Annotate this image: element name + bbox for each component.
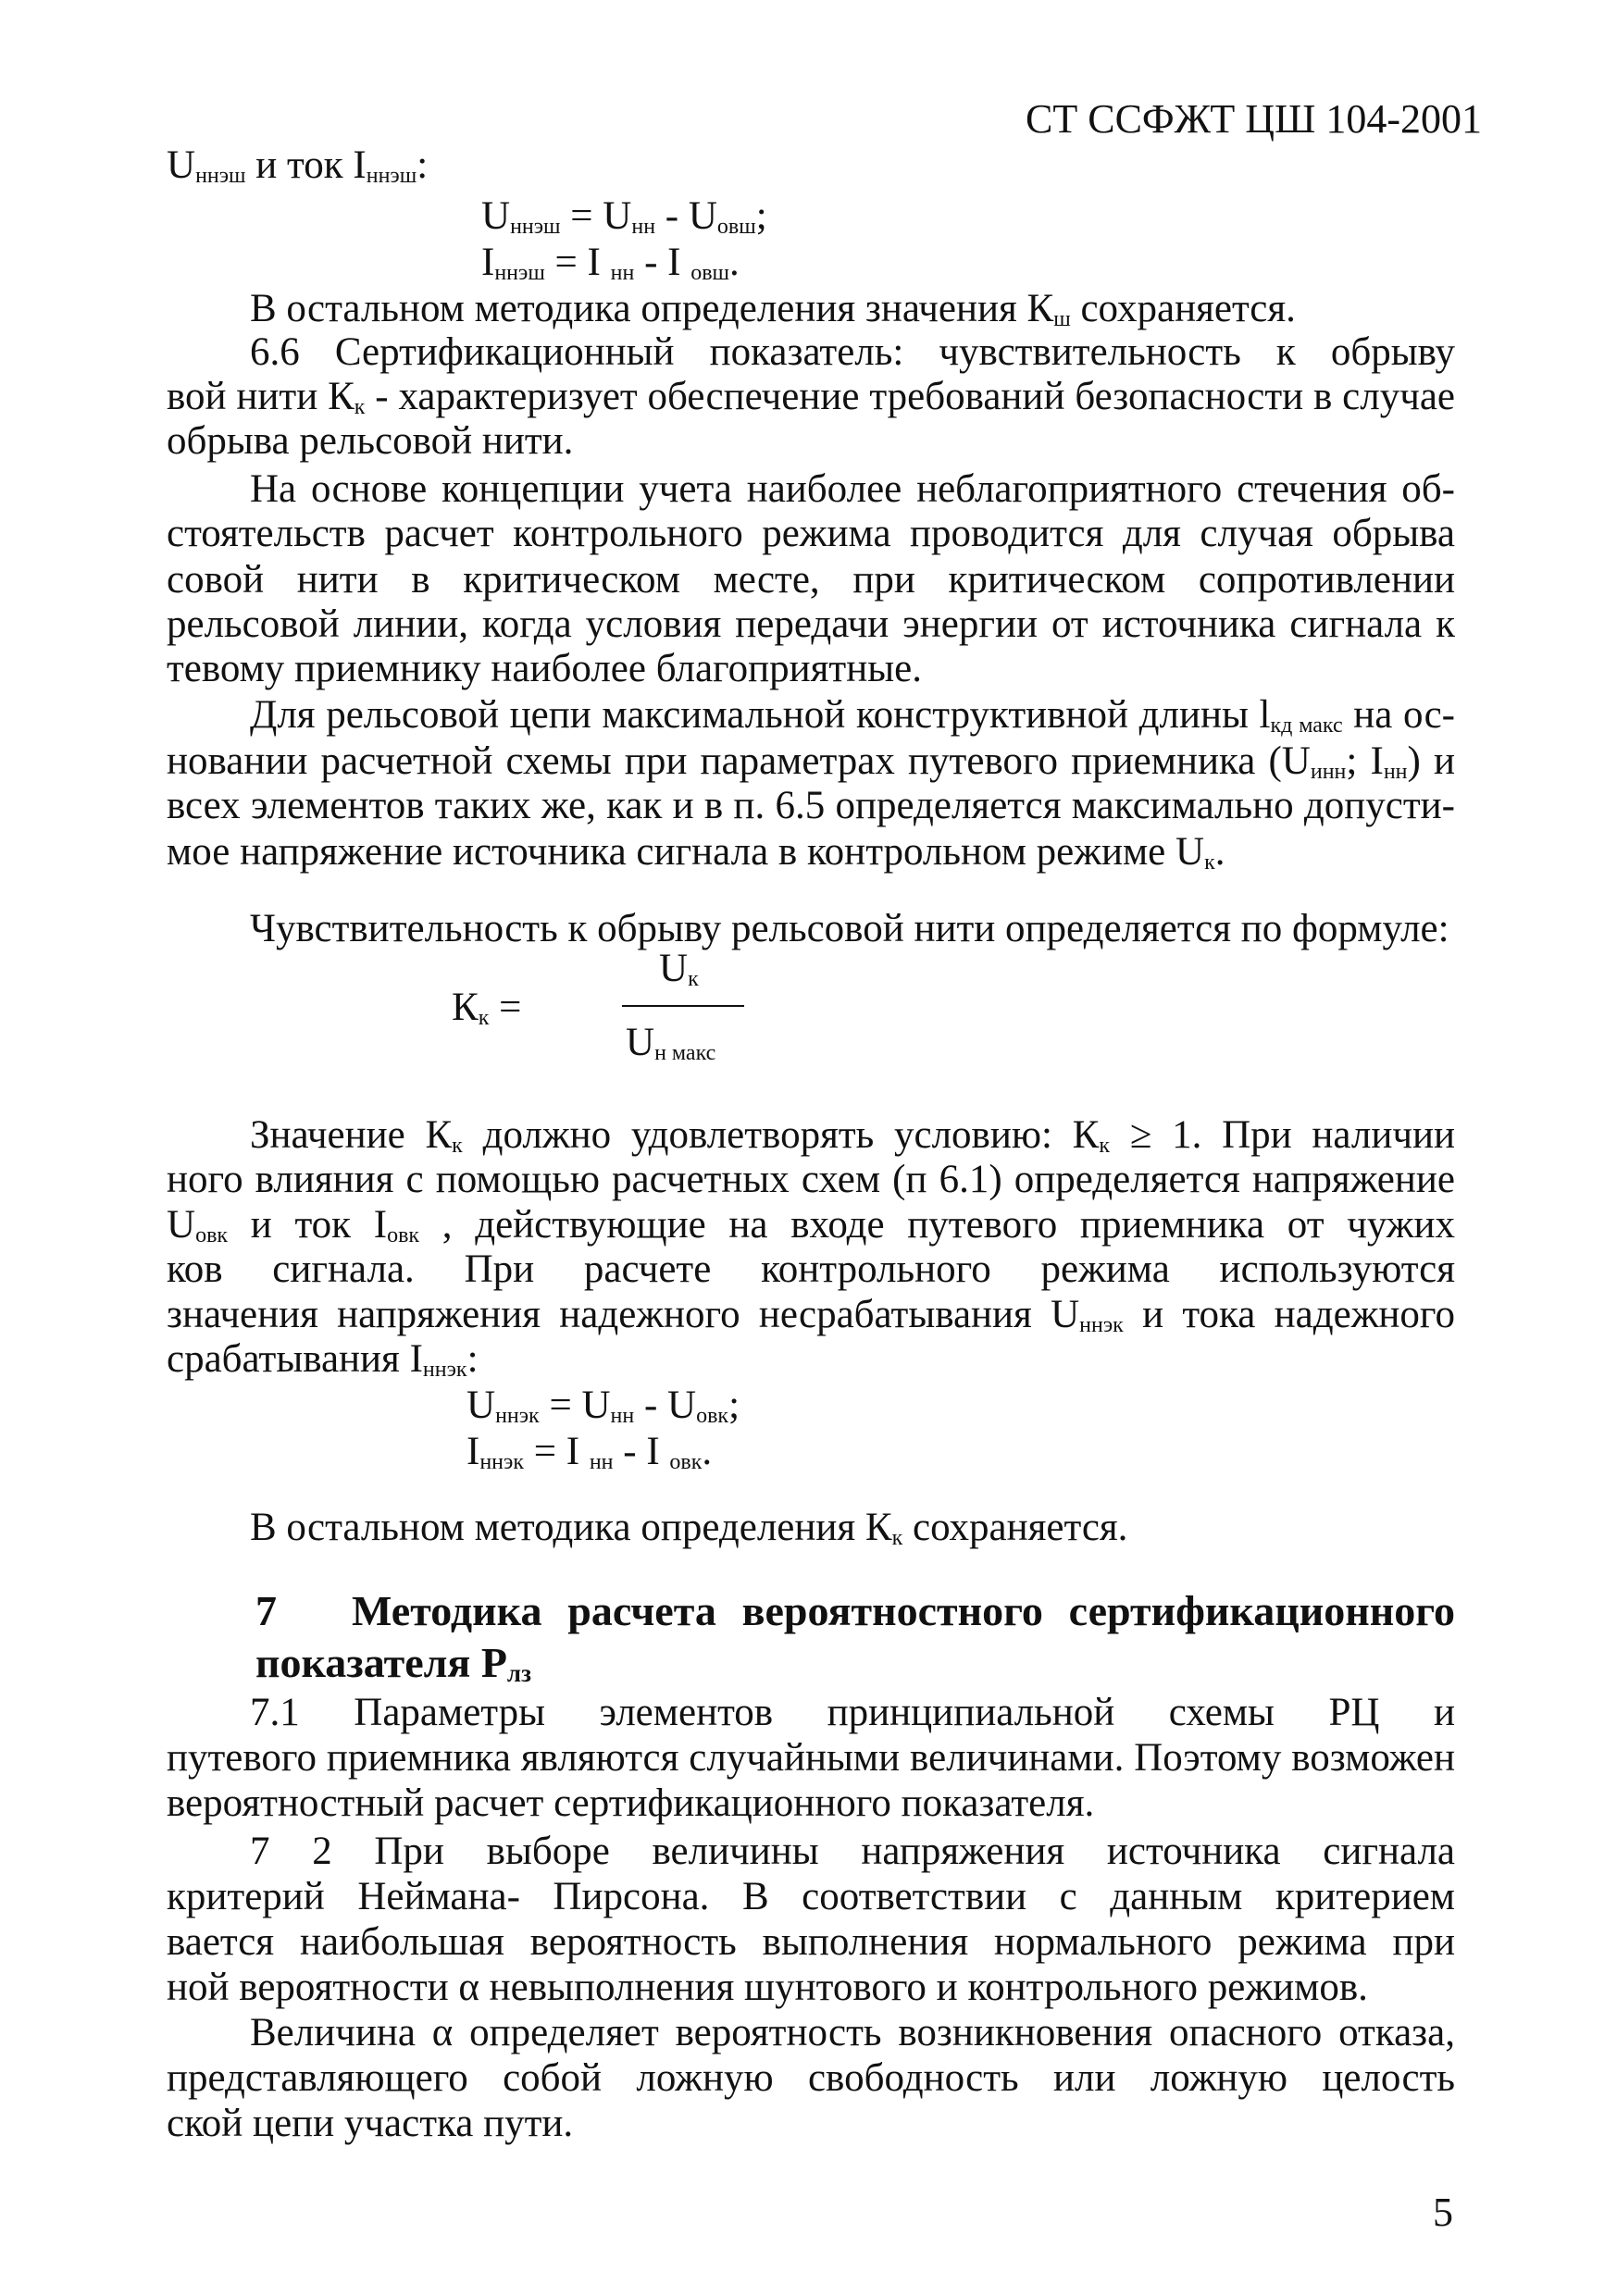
paragraph-alpha-line-3: ской цепи участка пути.	[167, 2102, 574, 2145]
section-7-number: 7	[255, 1587, 277, 1634]
section-7-title-line-2: показателя $Р_{лз}$	[255, 1639, 531, 1687]
paragraph-concept-line-5: тевому приемнику наиболее благоприятные.	[167, 647, 922, 690]
paragraph-71-line-1: 7.1 Параметры элементов принципиальной схемы РЦ и	[250, 1691, 1455, 1734]
formula-denominator: $U_{н макс}$	[626, 1021, 716, 1065]
paragraph-rc-line-3: всех элементов таких же, как и в п. 6.5 определяется максимально допусти-	[167, 784, 1455, 827]
paragraph-72-line-2: критерий Неймана- Пирсона. В соответствии с данным критерием	[167, 1875, 1455, 1918]
section-7-title-line-1: Методика расчета вероятностного сертификационного	[352, 1587, 1455, 1634]
paragraph-rc-line-1: Для рельсовой цепи максимальной конструктивной длины $l_{кд макс}$ на ос-	[250, 693, 1455, 738]
paragraph-72-line-4: ной вероятности α невыполнения шунтового и контрольного режимов.	[167, 1966, 1368, 2009]
formula-numerator: $U_к$	[659, 947, 699, 991]
paragraph-kk-line-3: $U_{овк}$ и ток $I_{овк}$ , действующие на входе путевого приемника от чужих	[167, 1203, 1455, 1247]
fraction-bar	[622, 1005, 744, 1007]
paragraph-rc-line-4: мое напряжение источника сигнала в контрольном режиме $U_к$.	[167, 830, 1225, 875]
formula-intro: Чувствительность к обрыву рельсовой нити определяется по формуле:	[250, 907, 1449, 950]
paragraph-alpha-line-2: представляющего собой ложную свободность или ложную целость	[167, 2056, 1455, 2100]
paragraph-concept-line-2: стоятельств расчет контрольного режима проводится для случая обрыва	[167, 512, 1455, 555]
paragraph-concept-line-1: На основе концепции учета наиболее неблагоприятного стечения об-	[250, 467, 1455, 511]
paragraph-kk-line-5: значения напряжения надежного несрабатывания $U_{ннэк}$ и тока надежного	[167, 1293, 1455, 1337]
paragraph-rest-ksh: В остальном методика определения значения $К_ш$ сохраняется.	[250, 287, 1296, 331]
page-number: 5	[1433, 2190, 1453, 2235]
paragraph-concept-line-4: рельсовой линии, когда условия передачи энергии от источника сигнала к	[167, 602, 1455, 646]
formula-lhs: $К_к$ =	[452, 986, 522, 1030]
paragraph-alpha-line-1: Величина α определяет вероятность возникновения опасного отказа,	[250, 2011, 1455, 2054]
paragraph-66-line-1: 6.6 Сертификационный показатель: чувствительность к обрыву	[250, 330, 1455, 374]
intro-line: $U_{ннэш}$ и ток $I_{ннэш}$:	[167, 143, 429, 188]
paragraph-71-line-2: путевого приемника являются случайными величинами. Поэтому возможен	[167, 1736, 1455, 1780]
paragraph-kk-line-4: ков сигнала. При расчете контрольного режима используются	[167, 1247, 1455, 1291]
paragraph-66-line-2: вой нити $К_к$ - характеризует обеспечение требований безопасности в случае	[167, 375, 1455, 419]
equation-i-nnek: $I_{ннэк} = I$ $_{нн}$ - I $_{овк}$.	[466, 1430, 713, 1474]
paragraph-kk-line-1: Значение $К_к$ должно удовлетворять условию: $К_к \ge 1$. При наличии	[250, 1113, 1455, 1158]
equation-u-nnek: $U_{ннэк} = U_{нн} - U_{овк}$;	[466, 1384, 740, 1428]
paragraph-rest-kk: В остальном методика определения $К_к$ сохраняется.	[250, 1506, 1128, 1550]
paragraph-72-line-1: 7 2 При выборе величины напряжения источника сигнала	[250, 1830, 1455, 1873]
paragraph-66-line-3: обрыва рельсовой нити.	[167, 419, 574, 463]
paragraph-72-line-3: вается наибольшая вероятность выполнения нормального режима при	[167, 1920, 1455, 1964]
paragraph-rc-line-2: новании расчетной схемы при параметрах путевого приемника ($U_{инн}$; $I_{нн}$) и	[167, 739, 1455, 784]
paragraph-71-line-3: вероятностный расчет сертификационного показателя.	[167, 1781, 1095, 1825]
equation-i-nnesh: $I_{ннэш} = I$ $_{нн}$ - I $_{овш}$.	[481, 241, 740, 285]
paragraph-concept-line-3: совой нити в критическом месте, при критическом сопротивлении	[167, 558, 1455, 602]
paragraph-kk-line-6: срабатывания $I_{ннэк}$:	[167, 1337, 479, 1382]
equation-u-nnesh: $U_{ннэш} = U_{нн} - U_{овш}$;	[481, 194, 767, 239]
document-code: СТ ССФЖТ ЦШ 104-2001	[1026, 96, 1483, 142]
paragraph-kk-line-2: ного влияния с помощью расчетных схем (п 6.1) определяется напряжение	[167, 1158, 1455, 1201]
